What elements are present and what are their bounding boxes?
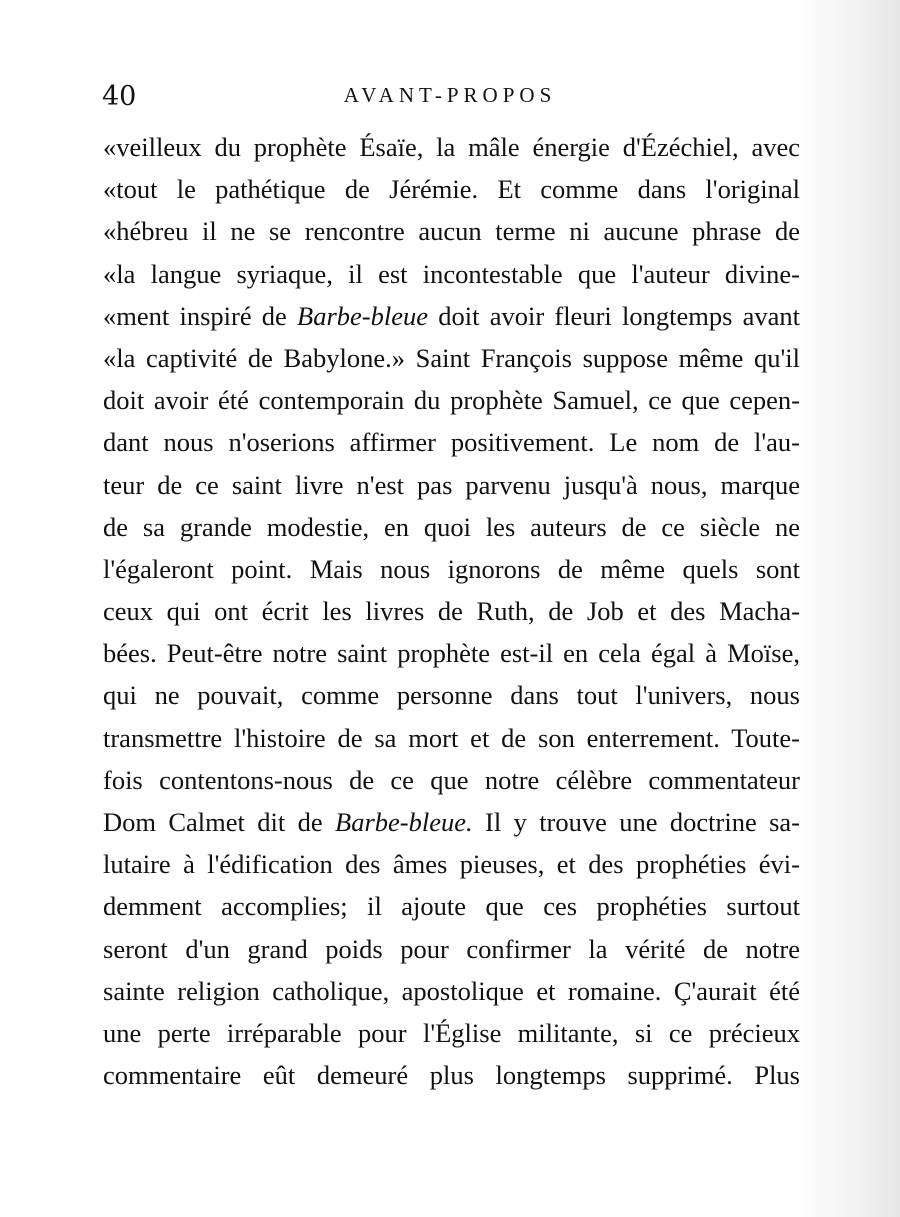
text-line: l'égaleront point. Mais nous ignorons de même quels sont bbox=[103, 553, 800, 584]
text-line: qui ne pouvait, comme personne dans tout l'univers, nous bbox=[103, 680, 800, 711]
text-line: ceux qui ont écrit les livres de Ruth, de Job et des Macha- bbox=[103, 596, 800, 627]
italic-title: Barbe-bleue bbox=[297, 300, 429, 331]
text-line: teur de ce saint livre n'est pas parvenu jusqu'à nous, marque bbox=[103, 469, 800, 500]
text-line: sainte religion catholique, apostolique et romaine. Ç'aurait été bbox=[103, 975, 800, 1006]
text-line: «veilleux du prophète Ésaïe, la mâle énergie d'Ézéchiel, avec bbox=[103, 132, 800, 162]
italic-title: Barbe-bleue. bbox=[335, 807, 473, 837]
text-line: seront d'un grand poids pour confirmer la vérité de notre bbox=[103, 933, 800, 964]
text-line: «hébreu il ne se rencontre aucun terme ni aucune phrase de bbox=[103, 216, 800, 247]
text-line: transmettre l'histoire de sa mort et de son enterrement. Toute- bbox=[103, 722, 800, 753]
text-line: une perte irréparable pour l'Église militante, si ce précieux bbox=[103, 1017, 800, 1048]
text-line: «la captivité de Babylone.» Saint François suppose même qu'il bbox=[103, 342, 800, 373]
text-line: «tout le pathétique de Jérémie. Et comme dans l'original bbox=[103, 174, 800, 205]
text-line: de sa grande modestie, en quoi les auteurs de ce siècle ne bbox=[103, 511, 800, 542]
text-line: Dom Calmet dit de Barbe-bleue. Il y trouve une doctrine sa- bbox=[103, 807, 800, 837]
text-line: dant nous n'oserions affirmer positivement. Le nom de l'au- bbox=[103, 427, 800, 458]
text-line: commentaire eût demeuré plus longtemps supprimé. Plus bbox=[103, 1060, 800, 1091]
text-line: «ment inspiré de Barbe-bleue doit avoir fleuri longtemps avant bbox=[103, 300, 800, 331]
text-line: fois contentons-nous de ce que notre célèbre commentateur bbox=[103, 764, 800, 795]
text-line: demment accomplies; il ajoute que ces prophéties surtout bbox=[103, 891, 800, 922]
text-line: «la langue syriaque, il est incontestable que l'auteur divine- bbox=[103, 258, 800, 289]
text-line: bées. Peut-être notre saint prophète est-il en cela égal à Moïse, bbox=[103, 638, 800, 669]
text-line: lutaire à l'édification des âmes pieuses, et des prophéties évi- bbox=[103, 849, 800, 880]
body-text bbox=[103, 126, 800, 1096]
running-head: AVANT-PROPOS bbox=[343, 83, 557, 107]
page-number: 40 bbox=[102, 81, 137, 112]
text-line: doit avoir été contemporain du prophète Samuel, ce que cepen- bbox=[103, 385, 800, 416]
